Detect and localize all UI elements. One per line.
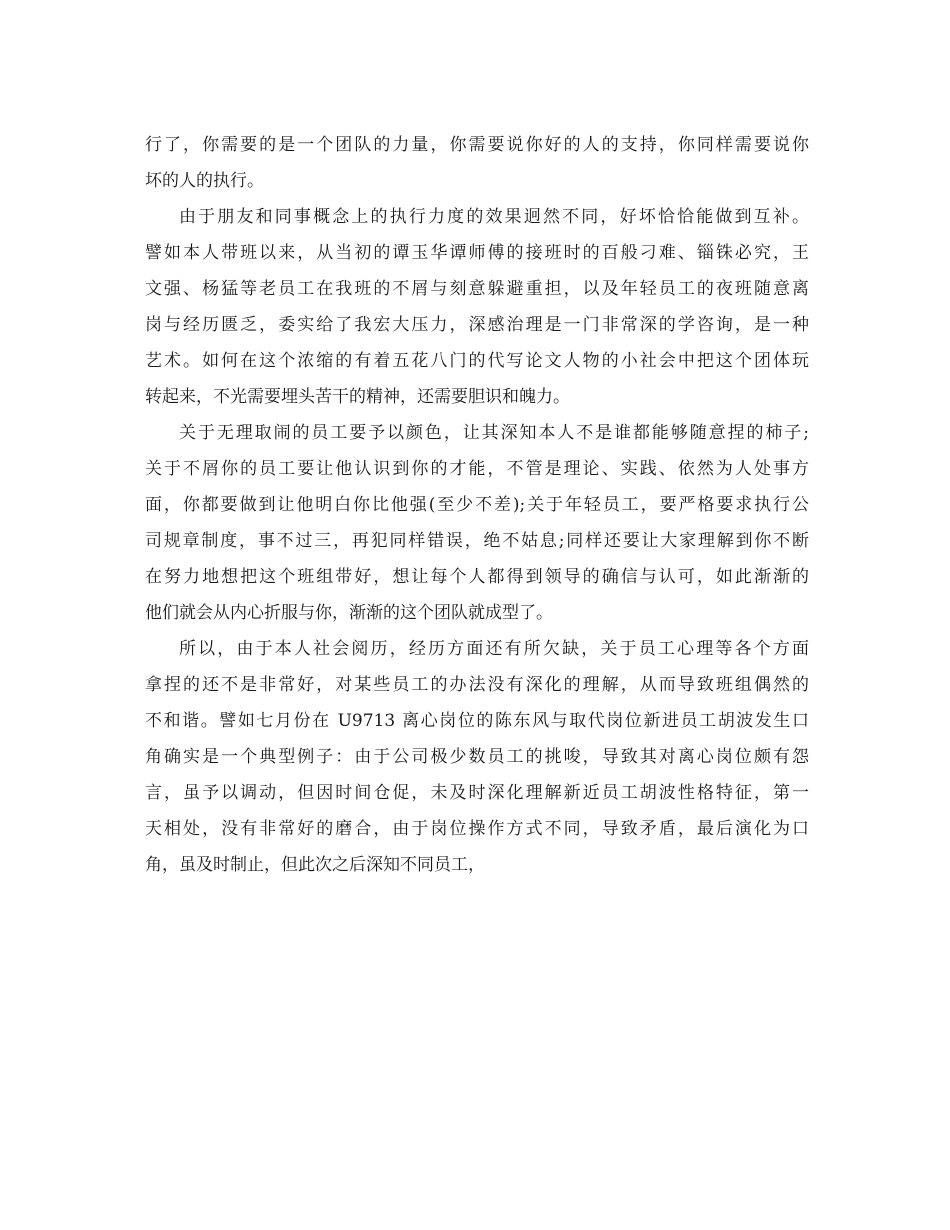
- text-line: 文强、杨猛等老员工在我班的不屑与刻意躲避重担，以及年轻员工的夜班随意离: [145, 279, 809, 299]
- text-line: 言，虽予以调动，但因时间仓促，未及时深化理解新近员工胡波性格特征，第一: [145, 783, 809, 803]
- text-line: 艺术。如何在这个浓缩的有着五花八门的代写论文人物的小社会中把这个团体玩: [145, 351, 809, 371]
- paragraph-2: [145, 199, 809, 415]
- text-line: 所以，由于本人社会阅历，经历方面还有所欠缺，关于员工心理等各个方面: [179, 639, 809, 659]
- text-line: 由于朋友和同事概念上的执行力度的效果迥然不同，好坏恰恰能做到互补。: [179, 207, 809, 227]
- text-line: 角，虽及时制止，但此次之后深知不同员工，: [145, 855, 485, 875]
- text-line: 拿捏的还不是非常好，对某些员工的办法没有深化的理解，从而导致班组偶然的: [145, 675, 809, 695]
- paragraph-3: [145, 415, 809, 631]
- text-line: 譬如本人带班以来，从当初的谭玉华谭师傅的接班时的百般刁难、锱铢必究，王: [145, 243, 809, 263]
- text-line: 司规章制度，事不过三，再犯同样错误，绝不姑息;同样还要让大家理解到你不断: [145, 531, 809, 551]
- text-line: 关于不屑你的员工要让他认识到你的才能，不管是理论、实践、依然为人处事方: [145, 459, 809, 479]
- text-line: 坏的人的执行。: [145, 171, 264, 191]
- text-line: 关于无理取闹的员工要予以颜色，让其深知本人不是谁都能够随意捏的柿子;: [179, 423, 809, 443]
- text-line: 他们就会从内心折服与你，渐渐的这个团队就成型了。: [145, 603, 553, 623]
- text-line: 转起来，不光需要埋头苦干的精神，还需要胆识和魄力。: [145, 387, 570, 407]
- text-line: 角确实是一个典型例子：由于公司极少数员工的挑唆，导致其对离心岗位颇有怨: [145, 747, 809, 767]
- text-line: 行了，你需要的是一个团队的力量，你需要说你好的人的支持，你同样需要说你: [145, 135, 809, 155]
- text-line: 岗与经历匮乏，委实给了我宏大压力，深感治理是一门非常深的学咨询，是一种: [145, 315, 809, 335]
- text-line: 面，你都要做到让他明白你比他强(至少不差);关于年轻员工，要严格要求执行公: [145, 495, 809, 515]
- document-body: [145, 127, 809, 883]
- text-line: 天相处，没有非常好的磨合，由于岗位操作方式不同，导致矛盾，最后演化为口: [145, 819, 809, 839]
- paragraph-1: [145, 127, 809, 199]
- text-line: 不和谐。譬如七月份在 U9713 离心岗位的陈东风与取代岗位新进员工胡波发生口: [145, 711, 809, 731]
- paragraph-4: [145, 631, 809, 883]
- text-line: 在努力地想把这个班组带好，想让每个人都得到领导的确信与认可，如此渐渐的: [145, 567, 809, 587]
